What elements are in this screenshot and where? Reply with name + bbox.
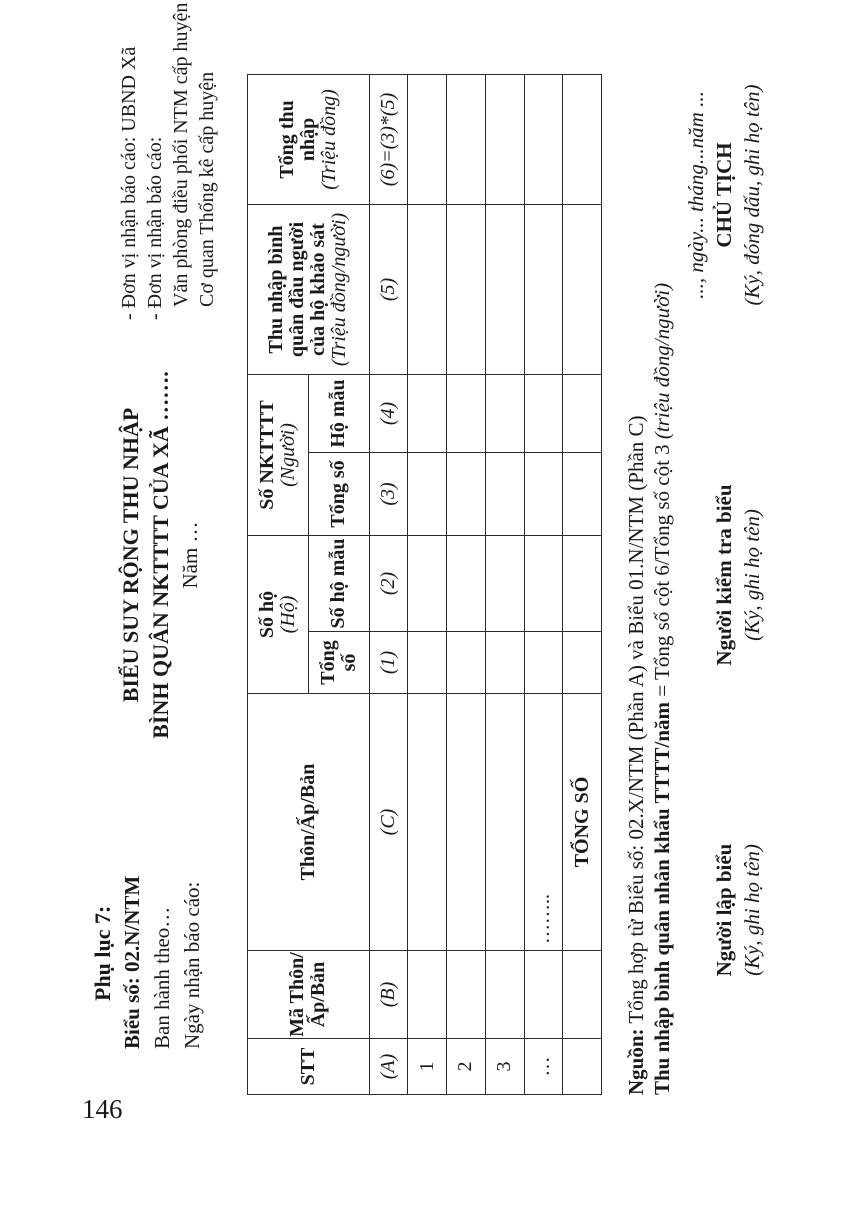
index-cell: (3)	[369, 453, 408, 536]
table-cell	[524, 374, 563, 452]
table-cell	[485, 453, 524, 536]
col-total-members-header: Tổng số	[308, 453, 369, 536]
total-income-unit: (Triệu đồng)	[317, 89, 340, 190]
report-year: Năm …	[178, 521, 202, 589]
index-cell: (5)	[369, 204, 408, 374]
table-cell	[485, 536, 524, 632]
row-number: 2	[447, 1039, 486, 1095]
col-village-header: Thôn/Ấp/Bản	[248, 694, 370, 951]
households-group-header	[248, 536, 309, 694]
members-group-header	[248, 374, 309, 535]
chair-note: (Ký, đóng dấu, ghi họ tên)	[740, 84, 764, 306]
table-cell	[408, 453, 447, 536]
report-date-label: Ngày nhận báo cáo:	[180, 881, 204, 1049]
title-line-1: BIỂU SUY RỘNG THU NHẬP	[118, 407, 143, 703]
table-cell	[408, 374, 447, 452]
table-cell	[485, 204, 524, 374]
col-code-header: Mã Thôn/ Ấp/Bản	[248, 951, 370, 1039]
col-total-households-header: Tổng số	[308, 632, 369, 694]
total-row	[563, 74, 602, 1094]
form-code: Biểu số: 02.N/NTM	[120, 875, 144, 1049]
table-cell	[485, 694, 524, 951]
col-stt-header: STT	[248, 1039, 370, 1095]
preparer-note: (Ký, ghi họ tên)	[740, 844, 764, 976]
col-sample-households-header: Số hộ mẫu	[308, 536, 369, 632]
table-cell	[563, 74, 602, 204]
table-cell	[408, 536, 447, 632]
ellipsis-cell: ……..	[524, 694, 563, 951]
recipient-2: - Đơn vị nhận báo cáo:	[144, 136, 166, 320]
avg-income-unit: (Triệu đồng/người)	[328, 212, 351, 367]
members-group-label: Số NKTTTT	[255, 400, 278, 510]
table-cell	[563, 1039, 602, 1095]
index-cell: (6)=(3)*(5)	[369, 74, 408, 204]
table-cell	[447, 374, 486, 452]
row-number: 1	[408, 1039, 447, 1095]
total-label: TỔNG SỐ	[563, 694, 602, 951]
issued-by: Ban hành theo…	[150, 906, 174, 1049]
table-cell	[408, 74, 447, 204]
index-cell: (1)	[369, 632, 408, 694]
table-cell	[447, 453, 486, 536]
table-cell	[408, 204, 447, 374]
table-row	[485, 74, 524, 1094]
recipient-4: Cơ quan Thống kê cấp huyện	[196, 71, 218, 307]
table-cell	[563, 951, 602, 1039]
index-cell: (2)	[369, 536, 408, 632]
rotated-page-content	[86, 2, 806, 1095]
table-cell	[524, 536, 563, 632]
index-cell: (B)	[369, 951, 408, 1039]
table-cell	[563, 374, 602, 452]
table-cell	[524, 453, 563, 536]
table-cell	[408, 951, 447, 1039]
table-cell	[524, 951, 563, 1039]
households-group-label: Số hộ	[255, 590, 278, 639]
table-row	[524, 74, 563, 1094]
table-cell	[485, 951, 524, 1039]
date-line: ..., ngày... tháng...năm ...	[684, 91, 708, 299]
page-number: 146	[82, 1094, 123, 1124]
chair-title: CHỦ TỊCH	[712, 142, 736, 248]
avg-income-label: Thu nhập bình quân đầu người của hộ khảo sát	[265, 221, 330, 358]
table-cell	[408, 632, 447, 694]
index-cell: (4)	[369, 374, 408, 452]
source-text: Tổng hợp từ Biểu số: 02.X/NTM (Phần A) và Biểu 01.N/NTM (Phần C)	[624, 415, 648, 1024]
table-cell	[447, 74, 486, 204]
table-cell	[563, 204, 602, 374]
recipient-1: - Đơn vị nhận báo cáo: UBND Xã	[118, 46, 140, 320]
row-number: 3	[485, 1039, 524, 1095]
index-row	[369, 74, 408, 1094]
source-note	[624, 415, 649, 1095]
checker-title: Người kiểm tra biểu	[712, 484, 736, 666]
formula-note	[650, 283, 675, 1095]
table-cell	[447, 632, 486, 694]
avg-income-header	[248, 204, 370, 374]
table-cell	[563, 453, 602, 536]
table-cell	[447, 536, 486, 632]
table-cell	[485, 374, 524, 452]
formula-label: Thu nhập bình quân nhân khẩu TTTT/năm	[650, 701, 674, 1095]
source-label: Nguồn:	[624, 1028, 648, 1095]
total-income-header	[248, 74, 370, 204]
table-cell	[563, 536, 602, 632]
row-number: …	[524, 1039, 563, 1095]
table-row	[447, 74, 486, 1094]
index-cell: (C)	[369, 694, 408, 951]
table-cell	[408, 694, 447, 951]
preparer-title: Người lập biểu	[712, 843, 736, 977]
header-row-1	[248, 74, 309, 1094]
table-cell	[563, 632, 602, 694]
members-group-unit: (Người)	[276, 423, 299, 487]
formula-unit: (triệu đồng/người)	[650, 282, 674, 440]
table-cell	[485, 632, 524, 694]
index-cell: (A)	[369, 1039, 408, 1095]
table-cell	[524, 632, 563, 694]
title-line-2: BÌNH QUÂN NKTTTT CỦA XÃ …….	[148, 371, 173, 739]
appendix-label: Phụ lục 7:	[90, 905, 115, 1001]
table-cell	[447, 951, 486, 1039]
total-income-label: Tổng thu nhập	[275, 100, 319, 179]
checker-note: (Ký, ghi họ tên)	[740, 509, 764, 641]
col-sample-members-header: Hộ mẫu	[308, 374, 369, 452]
income-table	[247, 74, 602, 1095]
table-cell	[447, 204, 486, 374]
table-cell	[485, 74, 524, 204]
table-cell	[524, 204, 563, 374]
table-row	[408, 74, 447, 1094]
households-group-unit: (Hộ)	[276, 595, 299, 634]
recipient-3: Văn phòng điều phối NTM cấp huyện	[170, 2, 192, 307]
formula-text: = Tổng số cột 6/Tổng số cột 3	[650, 439, 674, 702]
table-cell	[447, 694, 486, 951]
table-cell	[524, 74, 563, 204]
